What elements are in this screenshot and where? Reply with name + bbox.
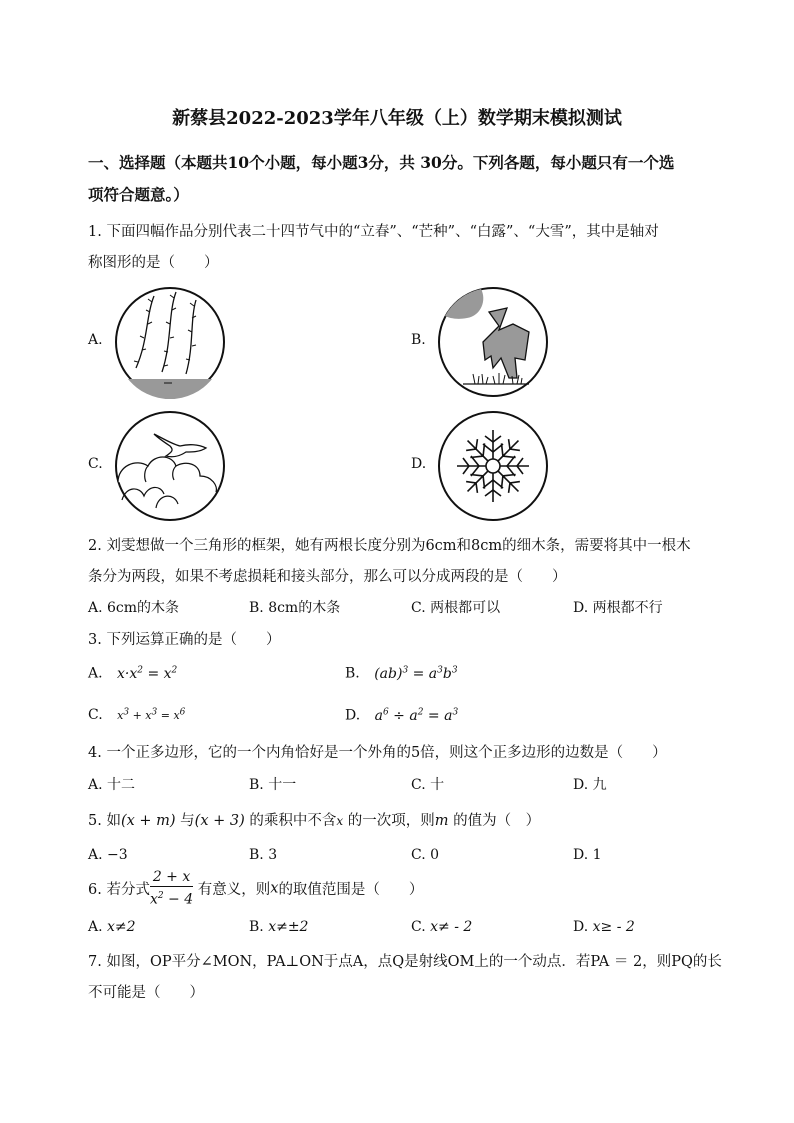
question-5-line1: 5. 如(x + m) 与(x + 3) 的乘积中不含x 的一次项，则m 的值为（ ）: [88, 813, 541, 829]
question-1-line2: 称图形的是（ ）: [88, 255, 219, 271]
q1-option-d-label: D.: [411, 456, 427, 472]
q3-option-c-label: C.: [88, 707, 103, 723]
willow-branches-icon: [114, 286, 226, 398]
q3-option-c: [88, 707, 185, 723]
q2-option-c: C. 两根都可以: [411, 600, 501, 616]
q3-option-b: [345, 665, 458, 682]
q3-option-b-expr: $(ab)^3 = a^3b^3$: [374, 665, 458, 682]
question-3-line1: 3. 下列运算正确的是（ ）: [88, 632, 281, 648]
q3-option-d-label: D.: [345, 707, 361, 724]
q6-option-b: B. x≠±2: [249, 919, 309, 935]
question-1-line1: 1. 下面四幅作品分别代表二十四节气中的“立春”、“芒种”、“白露”、“大雪”，其中是轴对: [88, 224, 659, 240]
q2-option-d: D. 两根都不行: [573, 600, 663, 616]
question-7-line2: 不可能是（ ）: [88, 985, 204, 1001]
question-6-line1: 6. 若分式 $\frac{2 + x}{x^2 - 4}$ 有意义，则x的取值范围是（ ）: [88, 869, 424, 908]
q5-option-c: C. 0: [411, 847, 440, 863]
q3-option-d-expr: $a^6 \div a^2 = a^3$: [374, 707, 459, 724]
section-heading-line2: 项符合题意。）: [88, 185, 189, 204]
q3-option-a-label: A.: [88, 665, 103, 682]
q3-option-c-expr: $x^3 + x^3 = x^6$: [117, 707, 186, 722]
q1-option-a-label: A.: [88, 332, 103, 348]
q6-option-c: C. x≠ - 2: [411, 919, 473, 935]
q3-option-b-label: B.: [345, 665, 360, 682]
q6-option-a: A. x≠2: [88, 919, 136, 935]
snowflake-icon: [437, 410, 549, 522]
fraction: $\frac{2 + x}{x^2 - 4}$: [149, 869, 194, 908]
question-2-line2: 条分为两段，如果不考虑损耗和接头部分，那么可以分成两段的是（ ）: [88, 569, 567, 585]
q4-option-d: D. 九: [573, 777, 607, 793]
sun-and-crops-icon: [437, 286, 549, 398]
q3-option-a-expr: $x\cdot x^2 = x^2$: [117, 665, 178, 682]
section-heading-line1: 一、选择题（本题共10个小题，每小题3分，共 30分。下列各题，每小题只有一个选: [88, 153, 675, 172]
q5-option-a: A. −3: [88, 847, 128, 863]
q2-option-b: B. 8cm的木条: [249, 600, 341, 616]
page-title: 新蔡县2022-2023学年八年级（上）数学期末模拟测试: [172, 108, 622, 129]
question-4-line1: 4. 一个正多边形，它的一个内角恰好是一个外角的5倍，则这个正多边形的边数是（ ）: [88, 745, 667, 761]
q4-option-b: B. 十一: [249, 777, 297, 793]
q5-option-b: B. 3: [249, 847, 278, 863]
q4-option-a: A. 十二: [88, 777, 136, 793]
q4-option-c: C. 十: [411, 777, 445, 793]
q3-option-a: [88, 665, 177, 682]
question-2-line1: 2. 刘雯想做一个三角形的框架，她有两根长度分别为6cm和8cm的细木条，需要将其中一根木: [88, 538, 691, 554]
q1-option-c-label: C.: [88, 456, 103, 472]
question-7-line1: 7. 如图，OP平分∠MON，PA⊥ON于点A，点Q是射线OM上的一个动点．若PA ＝ 2，则PQ的长: [88, 954, 722, 970]
bird-and-clouds-icon: [114, 410, 226, 522]
q2-option-a: A. 6cm的木条: [88, 600, 180, 616]
q3-option-d: [345, 707, 458, 724]
q1-option-b-label: B.: [411, 332, 426, 348]
q5-option-d: D. 1: [573, 847, 602, 863]
q6-option-d: D. x≥ - 2: [573, 919, 635, 935]
